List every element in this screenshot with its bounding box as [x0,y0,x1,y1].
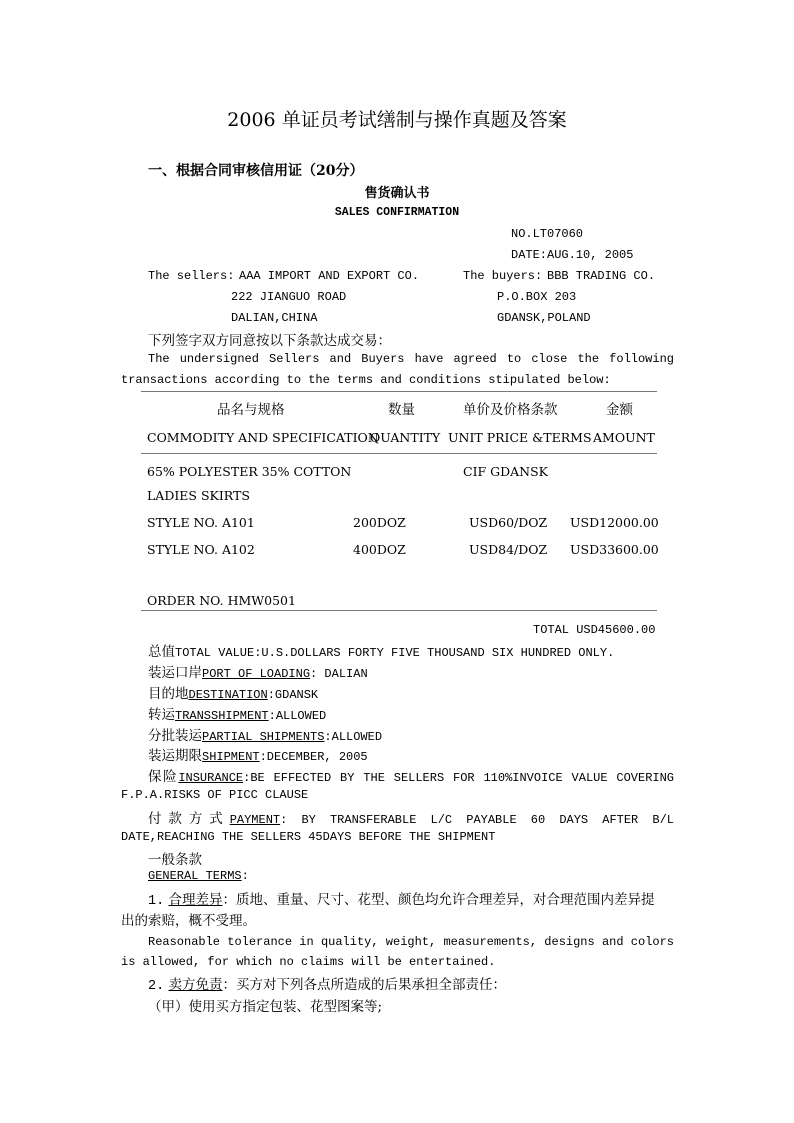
partial-shipments-line [148,724,382,744]
ship-cn: 装运期限 [148,748,202,764]
section-heading: 一、根据合同审核信用证（20分） [148,163,364,179]
page-title: 2006 单证员考试缮制与操作真题及答案 [227,109,567,131]
row-quantity: 200DOZ [353,515,406,530]
sellers-address-2: DALIAN,CHINA [231,311,318,325]
pay-cn: 付款方式 [148,811,230,827]
partial-cn: 分批装运 [148,728,202,744]
pol-cn: 装运口岸 [148,665,202,681]
header-cn-quantity: 数量 [388,402,415,418]
payment-line [148,807,674,827]
header-cn-amount: 金额 [606,402,633,418]
header-en-unit-price: UNIT PRICE &TERMS [448,430,592,445]
general-terms-colon: : [241,869,249,883]
header-en-quantity: QUANTITY [370,430,441,445]
header-en-amount: AMOUNT [593,430,655,445]
row-style: STYLE NO. A101 [147,515,255,530]
table-header-rule [141,453,657,454]
agreement-en-line-1: The undersigned Sellers and Buyers have agreed to close the following [148,352,674,366]
ship-value: :DECEMBER, 2005 [259,750,368,764]
general-terms-en: GENERAL TERMS [148,869,242,883]
buyers-label: The buyers: [463,269,543,283]
term-1-en-line-2: is allowed, for which no claims will be entertained. [121,955,496,969]
total-value-en: TOTAL VALUE:U.S.DOLLARS FORTY FIVE THOUSAND SIX HUNDRED ONLY. [175,646,615,660]
row-amount: USD33600.00 [570,542,659,557]
commodity-line-2: LADIES SKIRTS [147,488,250,503]
sellers-name: AAA IMPORT AND EXPORT CO. [239,269,420,283]
buyers-address-2: GDANSK,POLAND [497,311,591,325]
table-top-rule [141,391,657,392]
total-value-line [148,640,614,660]
agreement-cn: 下列签字双方同意按以下条款达成交易： [148,333,391,349]
pay-value: : BY TRANSFERABLE L/C PAYABLE 60 DAYS AFTER B/L [280,813,674,827]
pay-label: PAYMENT [229,813,281,827]
table-bottom-rule [141,610,657,611]
term-1-en-line-1: Reasonable tolerance in quality, weight, measurements, designs and colors [148,935,674,949]
trans-label: TRANSSHIPMENT [175,709,269,723]
contract-date: DATE:AUG.10, 2005 [511,248,634,262]
payment-line-2: DATE,REACHING THE SELLERS 45DAYS BEFORE THE SHIPMENT [121,830,496,844]
sc-title-en: SALES CONFIRMATION [334,206,460,219]
sc-title-cn: 售货确认书 [364,186,430,201]
header-cn-unit-price: 单价及价格条款 [463,402,558,418]
trans-cn: 转运 [148,707,175,723]
shipment-line [148,744,368,764]
ins-cn: 保险 [148,769,179,785]
insurance-line-2: F.P.A.RISKS OF PICC CLAUSE [121,788,309,802]
ship-label: SHIPMENT [202,750,260,764]
term-1-label: 合理差异 [168,892,223,908]
header-cn-commodity: 品名与规格 [217,402,285,418]
general-terms-en-line [148,869,249,883]
row-unit-price: USD84/DOZ [469,542,548,557]
pol-label: PORT OF LOADING [202,667,311,681]
transshipment-line [148,703,326,723]
term-2-number: 2. [148,979,165,994]
term-2-line [148,973,506,994]
ins-label: INSURANCE [178,771,244,785]
total-value-cn: 总值 [148,644,175,660]
row-quantity: 400DOZ [353,542,406,557]
pol-value: : DALIAN [310,667,368,681]
contract-number: NO.LT07060 [511,227,584,241]
trans-value: :ALLOWED [268,709,327,723]
total-amount: TOTAL USD45600.00 [533,623,656,637]
term-2-label: 卖方免责 [168,977,223,993]
term-2-item-a: （甲）使用买方指定包装、花型图案等; [148,999,383,1015]
term-1-text: ：质地、重量、尺寸、花型、颜色均允许合理差异，对合理范围内差异提 [222,892,655,908]
dest-label: DESTINATION [188,688,268,702]
partial-value: :ALLOWED [324,730,383,744]
buyers-address-1: P.O.BOX 203 [497,290,577,304]
term-1-line-2: 出的索赔，概不受理。 [121,913,256,929]
order-number: ORDER NO. HMW0501 [147,593,296,608]
buyers-name: BBB TRADING CO. [547,269,656,283]
commodity-line-1: 65% POLYESTER 35% COTTON [147,464,352,479]
sellers-address-1: 222 JIANGUO ROAD [231,290,347,304]
dest-cn: 目的地 [148,686,189,702]
sellers-label: The sellers: [148,269,235,283]
agreement-en-line-2: transactions according to the terms and conditions stipulated below: [121,373,611,387]
port-of-loading-line [148,661,368,681]
insurance-line [148,765,674,785]
ins-value: :BE EFFECTED BY THE SELLERS FOR 110%INVOICE VALUE COVERING [243,771,675,785]
row-unit-price: USD60/DOZ [469,515,548,530]
term-1-line [148,888,655,909]
term-1-number: 1. [148,894,165,909]
row-amount: USD12000.00 [570,515,659,530]
general-terms-cn: 一般条款 [148,852,202,868]
term-2-text: ：买方对下列各点所造成的后果承担全部责任： [222,977,506,993]
row-style: STYLE NO. A102 [147,542,255,557]
destination-line [148,682,318,702]
partial-label: PARTIAL SHIPMENTS [202,730,325,744]
price-terms: CIF GDANSK [463,464,549,479]
dest-value: :GDANSK [267,688,319,702]
header-en-commodity: COMMODITY AND SPECIFICATION [147,430,379,445]
